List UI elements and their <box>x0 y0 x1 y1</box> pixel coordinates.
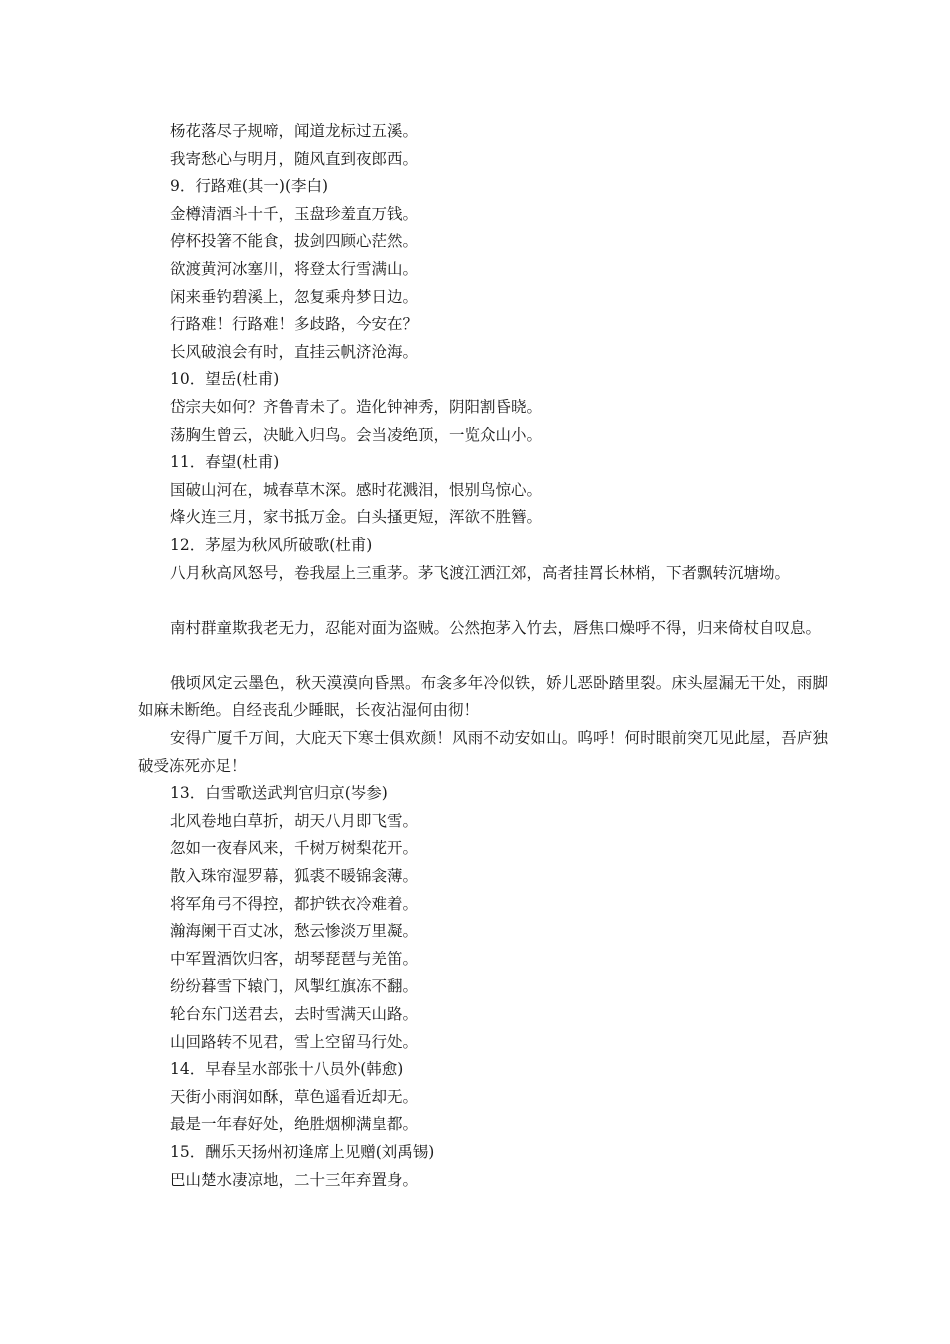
poem-line: 杨花落尽子规啼，闻道龙标过五溪。 <box>170 122 419 140</box>
poem-line: 荡胸生曾云，决眦入归鸟。会当凌绝顶，一览众山小。 <box>170 425 543 444</box>
poem-line: 国破山河在，城春草木深。感时花溅泪，恨别鸟惊心。 <box>170 480 543 499</box>
poem-title: 10．望岳(杜甫) <box>170 370 280 389</box>
document-page <box>138 118 828 1194</box>
poem-line: 中军置酒饮归客，胡琴琵琶与羌笛。 <box>170 949 419 968</box>
poem-title: 11．春望(杜甫) <box>170 453 280 472</box>
poem-paragraph: 南村群童欺我老无力，忍能对面为盗贼。公然抱茅入竹去，唇焦口燥呼不得，归来倚杖自叹息。 <box>170 618 822 637</box>
poem-line: 轮台东门送君去，去时雪满天山路。 <box>170 1005 419 1023</box>
poem-paragraph: 安得广厦千万间，大庇天下寒士俱欢颜！风雨不动安如山。呜呼！何时眼前突兀见此屋，吾庐独破受冻死亦足！ <box>138 729 828 775</box>
poem-line: 烽火连三月，家书抵万金。白头搔更短，浑欲不胜簪。 <box>170 508 543 527</box>
poem-title: 12．茅屋为秋风所破歌(杜甫) <box>170 535 373 554</box>
poem-line: 天街小雨润如酥，草色遥看近却无。 <box>170 1087 419 1106</box>
poem-line: 行路难！行路难！多歧路，今安在？ <box>170 315 419 334</box>
poem-title: 14．早春呈水部张十八员外(韩愈) <box>170 1060 404 1079</box>
poem-paragraph: 俄顷风定云墨色，秋天漠漠向昏黑。布衾多年冷似铁，娇儿恶卧踏里裂。床头屋漏无干处，雨脚如麻未断绝。自经丧乱少睡眠，长夜沾湿何由彻！ <box>138 673 828 720</box>
poem-line: 山回路转不见君，雪上空留马行处。 <box>170 1032 419 1051</box>
poem-line: 停杯投箸不能食，拔剑四顾心茫然。 <box>170 232 419 251</box>
poem-title: 15．酬乐天扬州初逢席上见赠(刘禹锡) <box>170 1142 435 1161</box>
poem-line: 巴山楚水凄凉地，二十三年弃置身。 <box>170 1170 419 1189</box>
poem-line: 闲来垂钓碧溪上，忽复乘舟梦日边。 <box>170 287 419 306</box>
poem-line: 岱宗夫如何？齐鲁青未了。造化钟神秀，阴阳割昏晓。 <box>170 397 543 416</box>
poem-line: 散入珠帘湿罗幕，狐裘不暖锦衾薄。 <box>170 867 419 886</box>
poem-line: 欲渡黄河冰塞川，将登太行雪满山。 <box>170 259 419 278</box>
poem-line: 瀚海阑干百丈冰，愁云惨淡万里凝。 <box>170 922 419 941</box>
poem-paragraph: 八月秋高风怒号，卷我屋上三重茅。茅飞渡江洒江郊，高者挂罥长林梢，下者飘转沉塘坳。 <box>170 563 791 582</box>
poem-line: 北风卷地白草折，胡天八月即飞雪。 <box>170 811 419 830</box>
poem-line: 长风破浪会有时，直挂云帆济沧海。 <box>170 342 419 361</box>
poem-line: 忽如一夜春风来，千树万树梨花开。 <box>170 839 419 858</box>
poem-line: 将军角弓不得控，都护铁衣冷难着。 <box>170 894 419 913</box>
poem-title: 13．白雪歌送武判官归京(岑参) <box>170 784 388 803</box>
poem-line: 我寄愁心与明月，随风直到夜郎西。 <box>170 149 419 168</box>
poem-title: 9．行路难(其一)(李白) <box>170 177 329 196</box>
poem-line: 金樽清酒斗十千，玉盘珍羞直万钱。 <box>170 204 419 223</box>
poem-line: 最是一年春好处，绝胜烟柳满皇都。 <box>170 1115 419 1134</box>
poem-line: 纷纷暮雪下辕门，风掣红旗冻不翻。 <box>170 977 419 996</box>
